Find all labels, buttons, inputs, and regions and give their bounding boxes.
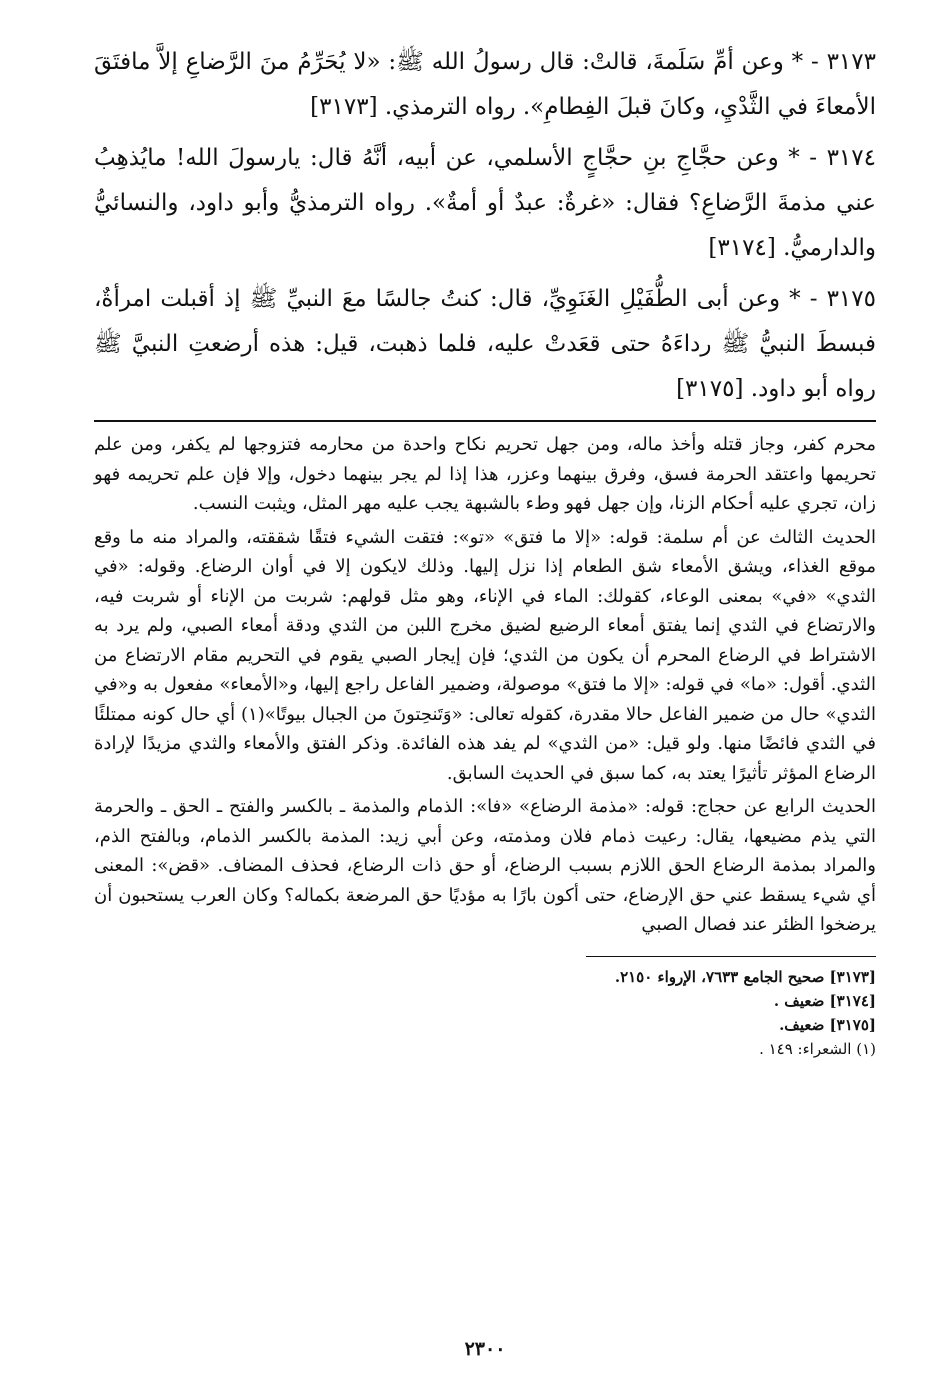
hadith-3175: ٣١٧٥ - * وعن أبى الطُّفَيْلِ الغَنَوِيِّ، قال: كنتُ جالسًا معَ النبيِّ ﷺ إذ أقبلت امرأةٌ، فبسطَ النبيُّ ﷺ رداءَهُ حتى قعَدتْ عليه، فلما ذهبت، قيل: هذه أرضعتِ النبيَّ ﷺ رواه أبو داود. [٣١٧٥] — [94, 286, 876, 402]
document-page — [94, 40, 876, 1360]
footnotes — [94, 965, 876, 1061]
footnote-3175: [٣١٧٥] ضعيف. — [779, 1015, 876, 1034]
commentary-paragraph: الحديث الرابع عن حجاج: قوله: «مذمة الرضاع» «فا»: الذمام والمذمة ـ بالكسر والفتح ـ الحق ـ والحرمة التي يذم مضيعها، يقال: رعيت ذمام فلان ومذمته، وعن أبي زيد: المذمة بالكسر الذمام، وبالفتح الذم، والمراد بمذمة الرضاع الحق اللازم بسبب الرضاع، أو حق ذات الرضاع، فحذف المضاف. «قض»: المعنى أي شيء يسقط عني حق الإرضاع، حتى أكون بارًا به مؤديًا حق المرضعة بكماله؟ وكان العرب يستحبون أن يرضخوا الظئر عند فصال الصبي — [94, 796, 876, 935]
commentary-section — [94, 430, 876, 940]
section-divider — [94, 420, 876, 422]
hadith-section — [94, 40, 876, 412]
footnote-1: (١) الشعراء: ١٤٩ . — [759, 1039, 876, 1058]
commentary-paragraph: محرم كفر، وجاز قتله وأخذ ماله، ومن جهل تحريم نكاح واحدة من محارمه فتزوجها لم يكفر، ومن علم تحريمها واعتقد الحرمة فسق، وفرق بينهما وعزر، هذا إذا لم يجر بينهما دخول، وإلا فإن علم تحريمه فهو زان، تجري عليه أحكام الزنا، وإن جهل فهو وطء بالشبهة يجب عليه مهر المثل، ويثبت النسب. — [94, 434, 876, 514]
page-number: ٢٣٠٠ — [464, 1338, 506, 1360]
footnote-3174: [٣١٧٤] ضعيف . — [773, 991, 876, 1010]
hadith-3173: ٣١٧٣ - * وعن أمِّ سَلَمةَ، قالتْ: قال رسولُ الله ﷺ: «لا يُحَرِّمُ منَ الرَّضاعِ إلاَّ مافتَقَ الأمعاءَ في الثَّدْيِ، وكانَ قبلَ الفِطامِ». رواه الترمذي. [٣١٧٣] — [94, 49, 876, 120]
footnote-3173: [٣١٧٣] صحيح الجامع ٧٦٣٣، الإرواء ٢١٥٠. — [614, 967, 876, 986]
footnote-divider — [586, 956, 876, 957]
commentary-paragraph: الحديث الثالث عن أم سلمة: قوله: «إلا ما فتق» «تو»: فتقت الشيء فتقًا شققته، والمراد منه ما وقع موقع الغذاء، ويشق الأمعاء شق الطعام إذا نزل إليها. وذلك لايكون إلا في أوان الرضاع. وقوله: «في الثدي» «في» بمعنى الوعاء، كقولك: الماء في الإناء، وهو مثل قولهم: شربت من الإناء أو شربت فيه، والارتضاع في الثدي إنما يفتق أمعاء الرضيع لضيق مخرج اللبن من الثدي ودقة أمعاء الصبي، ولم يرد به الاشتراط في الرضاع المحرم أن يكون من الثدي؛ فإن إيجار الصبي يقوم في التحريم مقام الارتضاع من الثدي. أقول: «ما» في قوله: «إلا ما فتق» موصولة، وضمير الفاعل راجع إليها، و«الأمعاء» مفعول به و«في الثدي» حال من ضمير الفاعل حالا مقدرة، كقوله تعالى: «وَتَنحِتونَ من الجبال بيوتًا»(١) أي حال كونه ممتلئًا في الثدي فائضًا منها. ولو قيل: «من الثدي» لم يفد هذه الفائدة. وذكر الفتق والأمعاء والثدي مزيدًا لإرادة الرضاع المؤثر تأثيرًا يعتد به، كما سبق في الحديث السابق. — [94, 526, 876, 784]
hadith-3174: ٣١٧٤ - * وعن حجَّاجِ بنِ حجَّاجٍ الأسلمي، عن أبيه، أنَّهُ قال: يارسولَ الله! مايُذهِبُ عني مذمةَ الرَّضاعِ؟ فقال: «غرةٌ: عبدٌ أو أمةٌ». رواه الترمذيُّ وأبو داود، والنسائيُّ والدارميُّ. [٣١٧٤] — [94, 145, 876, 261]
